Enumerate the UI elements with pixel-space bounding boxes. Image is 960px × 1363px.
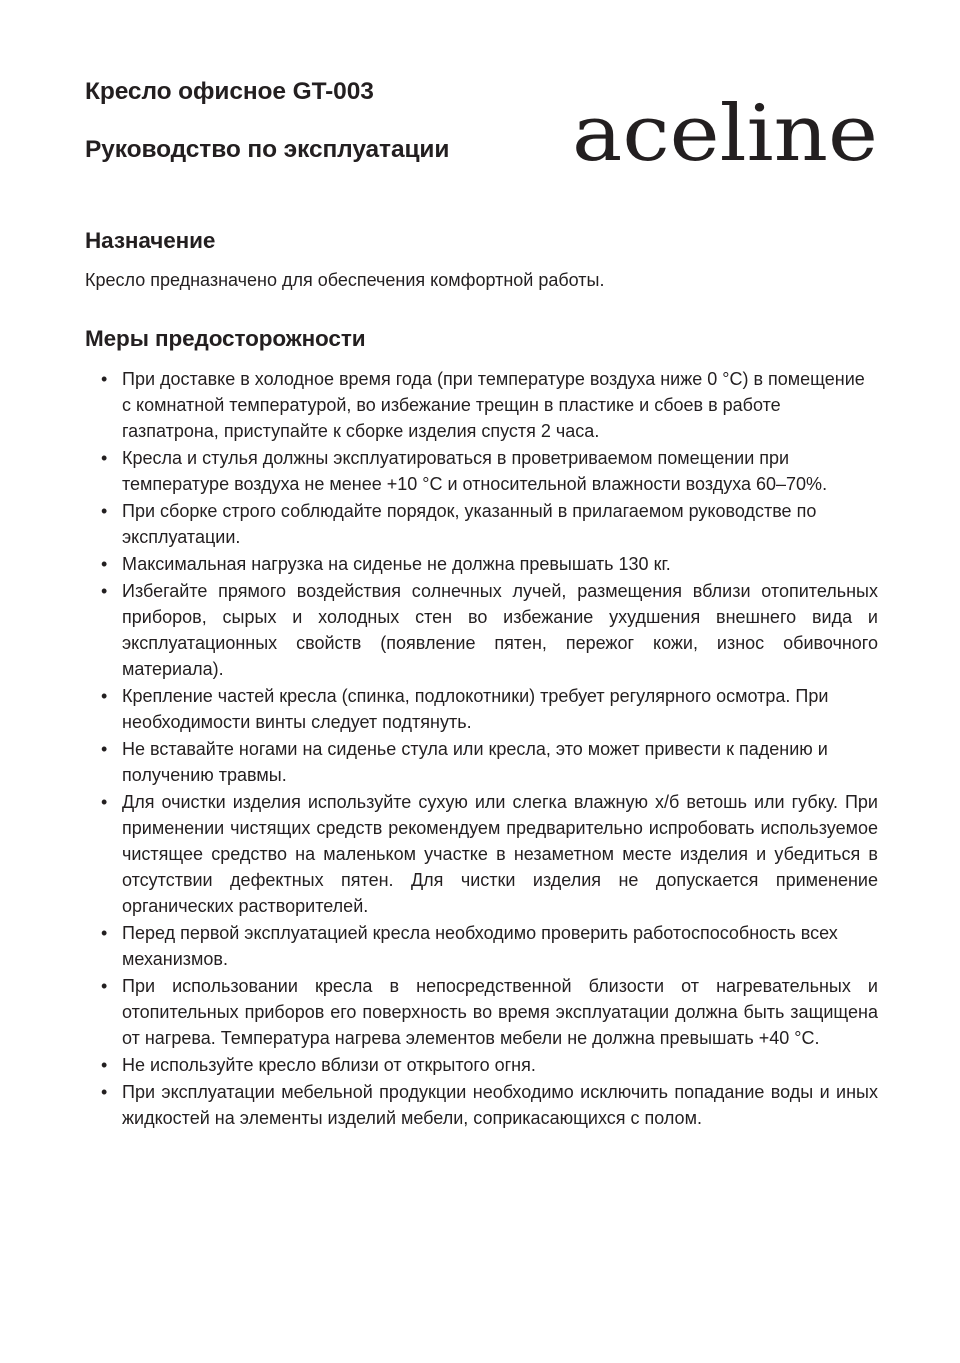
precaution-item-text: При доставке в холодное время года (при температуре воздуха ниже 0 °C) в помещение с комнатной температурой, во избежание трещин в пластике и сбоев в работе газпатрона, приступайте к сборке изделия спустя 2 часа. bbox=[122, 369, 865, 441]
precaution-item-text: При сборке строго соблюдайте порядок, указанный в прилагаемом руководстве по эксплуатации. bbox=[122, 501, 817, 547]
precaution-list-item bbox=[85, 683, 878, 735]
bullet-point-icon: • bbox=[101, 1055, 108, 1075]
document-subtitle: Руководство по эксплуатации bbox=[85, 136, 450, 164]
precaution-item-text: Для очистки изделия используйте сухую или слегка влажную х/б ветошь или губку. При применении чистящих средств рекомендуем предварительно испробовать используемое чистящее средство на маленьком участке в незаметном месте изделия и убедиться в отсутствии дефектных пятен. Для чистки изделия не допускается применение органических растворителей. bbox=[122, 792, 878, 916]
product-title: Кресло офисное GT-003 bbox=[85, 78, 374, 105]
precaution-item-text: Максимальная нагрузка на сиденье не должна превышать 130 кг. bbox=[122, 554, 671, 574]
precaution-item-text: Не вставайте ногами на сиденье стула или кресла, это может привести к падению и получению травмы. bbox=[122, 739, 828, 785]
bullet-point-icon: • bbox=[101, 792, 108, 812]
precaution-list-item bbox=[85, 920, 878, 972]
precaution-item-text: При эксплуатации мебельной продукции необходимо исключить попадание воды и иных жидкостей на элементы изделий мебели, соприкасающихся с полом. bbox=[122, 1082, 878, 1128]
precaution-list-item bbox=[85, 498, 878, 550]
bullet-point-icon: • bbox=[101, 448, 108, 468]
precaution-item-text: Перед первой эксплуатацией кресла необходимо проверить работоспособность всех механизмов. bbox=[122, 923, 838, 969]
document-header bbox=[85, 78, 878, 188]
bullet-point-icon: • bbox=[101, 923, 108, 943]
brand-logo-wordmark: aceline bbox=[572, 90, 878, 176]
precaution-item-text: Не используйте кресло вблизи от открытого огня. bbox=[122, 1055, 536, 1075]
precaution-list-item bbox=[85, 578, 878, 682]
precautions-list bbox=[85, 366, 878, 1131]
section-purpose-heading: Назначение bbox=[85, 228, 216, 253]
bullet-point-icon: • bbox=[101, 1082, 108, 1102]
precaution-list-item bbox=[85, 789, 878, 919]
section-purpose-paragraph: Кресло предназначено для обеспечения комфортной работы. bbox=[85, 270, 605, 290]
precaution-list-item bbox=[85, 1052, 878, 1078]
bullet-point-icon: • bbox=[101, 369, 108, 389]
aceline-brand-logo bbox=[572, 90, 882, 176]
bullet-point-icon: • bbox=[101, 739, 108, 759]
precaution-item-text: Крепление частей кресла (спинка, подлокотники) требует регулярного осмотра. При необходимости винты следует подтянуть. bbox=[122, 686, 829, 732]
precaution-item-text: Кресла и стулья должны эксплуатироваться в проветриваемом помещении при температуре воздуха не менее +10 °C и относительной влажности воздуха 60–70%. bbox=[122, 448, 828, 494]
precaution-list-item bbox=[85, 551, 878, 577]
section-purpose bbox=[85, 227, 878, 293]
precaution-list-item bbox=[85, 366, 878, 444]
title-block bbox=[85, 78, 585, 164]
precaution-item-text: При использовании кресла в непосредственной близости от нагревательных и отопительных приборов его поверхность во время эксплуатации должна быть защищена от нагрева. Температура нагрева элементов мебели не должна превышать +40 °C. bbox=[122, 976, 878, 1048]
bullet-point-icon: • bbox=[101, 686, 108, 706]
bullet-point-icon: • bbox=[101, 976, 108, 996]
bullet-point-icon: • bbox=[101, 501, 108, 521]
precaution-item-text: Избегайте прямого воздействия солнечных лучей, размещения вблизи отопительных приборов, сырых и холодных стен во избежание ухудшения внешнего вида и эксплуатационных свойств (появление пятен, пережог кожи, износ обивочного материала). bbox=[122, 581, 878, 679]
precaution-list-item bbox=[85, 445, 878, 497]
bullet-point-icon: • bbox=[101, 554, 108, 574]
precaution-list-item bbox=[85, 973, 878, 1051]
precaution-list-item bbox=[85, 736, 878, 788]
section-precautions-heading: Меры предосторожности bbox=[85, 326, 366, 351]
section-precautions bbox=[85, 325, 878, 1131]
precaution-list-item bbox=[85, 1079, 878, 1131]
bullet-point-icon: • bbox=[101, 581, 108, 601]
